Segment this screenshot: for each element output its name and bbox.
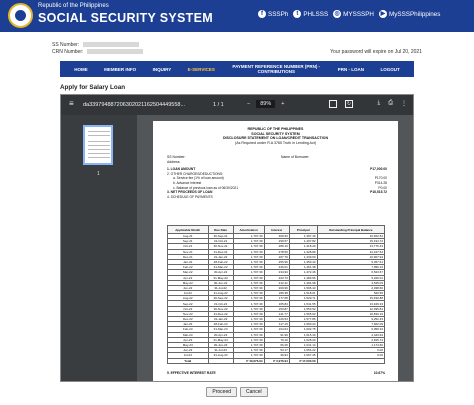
account-info <box>0 38 474 60</box>
table-cell: Aug-21 <box>168 234 209 239</box>
page-thumbnail[interactable] <box>83 125 113 165</box>
nav-logout[interactable]: LOGOUT <box>380 66 400 72</box>
total-cell: P 3,976.94 <box>264 358 289 363</box>
table-cell: 1,577.86 <box>289 317 317 322</box>
table-cell: May-22 <box>168 280 209 285</box>
document-header <box>153 127 398 145</box>
table-cell: 6,059.34 <box>317 327 384 332</box>
table-cell: 1,707.39 <box>233 306 264 311</box>
table-cell: 15,490.88 <box>317 296 384 301</box>
effective-rate-value: 10.67% <box>373 371 385 375</box>
table-cell: 6,523.67 <box>317 270 384 275</box>
table-cell: 256.96 <box>264 259 289 264</box>
table-cell: 200.96 <box>264 285 289 290</box>
loan-line-value: P170.00 <box>374 176 387 181</box>
table-cell: 0.00 <box>317 353 384 358</box>
thumb-line <box>88 135 110 136</box>
table-cell: 1,565.62 <box>289 311 317 316</box>
thumb-line <box>88 157 110 158</box>
loan-line-label: 3. NET PROCEEDS OF LOAN <box>167 190 213 195</box>
nav-inquiry[interactable]: INQUIRY <box>152 66 172 72</box>
loan-summary <box>167 167 387 200</box>
page-total: 1 <box>220 102 224 108</box>
table-cell: 13,949.33 <box>317 301 384 306</box>
table-cell: 2,815.74 <box>317 337 384 342</box>
table-cell: 1,707.39 <box>233 244 264 249</box>
table-cell: 53.17 <box>264 348 289 353</box>
table-cell: 10,907.94 <box>317 254 384 259</box>
table-cell: 7,662.09 <box>317 322 384 327</box>
col-header: Interest <box>264 226 289 234</box>
table-cell: 165.84 <box>264 301 289 306</box>
table-cell: 1,707.39 <box>233 348 264 353</box>
doc-address: Address: <box>167 160 181 164</box>
thumb-line <box>88 141 110 142</box>
total-cell <box>208 358 233 363</box>
table-cell: 28-Feb-23 <box>208 322 233 327</box>
table-cell: 1,174.60 <box>317 342 384 347</box>
zoom-out-icon[interactable]: − <box>247 101 251 107</box>
thumb-line <box>88 131 110 132</box>
table-cell: 31-Mar-23 <box>208 327 233 332</box>
table-cell: 1,707.39 <box>233 291 264 296</box>
loan-line-label: 1. LOAN AMOUNT <box>167 167 196 171</box>
table-cell: May-23 <box>168 342 209 347</box>
loan-line-label: b. Advance Interest <box>173 181 202 186</box>
amortization-table <box>167 225 385 364</box>
effective-interest-rate <box>167 371 385 375</box>
loan-line-label: 4. SCHEDULE OF PAYMENTS <box>167 195 213 200</box>
table-cell: 12,347.54 <box>317 249 384 254</box>
loan-line-value: P0.00 <box>378 185 387 190</box>
loan-line-label: c. Balance of previous loan as of 06/30/2021 <box>173 185 239 190</box>
thumb-line <box>88 149 110 150</box>
doc-ss-number: SS Number: <box>167 155 186 159</box>
table-cell: 31-Jan-22 <box>208 254 233 259</box>
main-nav <box>60 61 414 77</box>
table-cell: 1,707.39 <box>233 265 264 270</box>
social-label: PHLSSS <box>303 10 329 18</box>
table-cell: 1,615.40 <box>289 332 317 337</box>
table-cell: 1,628.20 <box>289 337 317 342</box>
table-cell: Sep-22 <box>168 301 209 306</box>
table-cell: 31-Aug-23 <box>208 353 233 358</box>
zoom-level[interactable]: 89% <box>256 100 275 108</box>
thumb-line <box>88 153 110 154</box>
table-cell: 289.10 <box>264 244 289 249</box>
loan-line <box>167 195 387 200</box>
table-cell: 7,996.13 <box>317 265 384 270</box>
table-cell: 1,450.43 <box>289 259 317 264</box>
table-cell: 520.59 <box>317 291 384 296</box>
table-cell: Oct-22 <box>168 306 209 311</box>
rotate-icon[interactable]: ↻ <box>346 101 352 107</box>
table-header-row <box>168 226 385 234</box>
table-cell: 1,707.39 <box>233 280 264 285</box>
social-link-youtube[interactable] <box>379 10 440 18</box>
table-cell: 30-Sep-21 <box>208 234 233 239</box>
page-current[interactable]: 1 <box>213 102 217 108</box>
zoom-in-icon[interactable]: + <box>281 101 285 107</box>
table-cell: Dec-22 <box>168 317 209 322</box>
loan-line-label: 2. OTHER CHARGES/DEDUCTIONS: <box>167 171 224 176</box>
table-cell: 30-Nov-21 <box>208 244 233 249</box>
table-cell: Mar-23 <box>168 332 209 337</box>
doc-header-line: REPUBLIC OF THE PHILIPPINES <box>247 127 304 131</box>
table-cell: Oct-21 <box>168 244 209 249</box>
table-cell: 1,707.39 <box>233 332 264 337</box>
table-cell: 104.64 <box>264 327 289 332</box>
table-cell: 9,252.33 <box>317 317 384 322</box>
table-cell: 1,707.39 <box>233 234 264 239</box>
table-cell: 10,830.19 <box>317 311 384 316</box>
sss-logo-inner <box>15 10 26 21</box>
table-cell: 1,397.46 <box>289 234 317 239</box>
table-cell: 12,395.81 <box>317 306 384 311</box>
crn-number-redacted <box>87 49 143 54</box>
table-cell: 31-Jan-23 <box>208 317 233 322</box>
col-header: Principal <box>289 226 317 234</box>
table-cell: 1,439.60 <box>289 254 317 259</box>
table-cell: 189.38 <box>264 291 289 296</box>
table-cell: 3,545.03 <box>317 280 384 285</box>
table-cell: 1,483.66 <box>289 275 317 280</box>
table-cell: 246.01 <box>264 265 289 270</box>
table-cell: 31-Oct-22 <box>208 301 233 306</box>
table-cell: 1,461.38 <box>289 265 317 270</box>
table-cell: 1,707.39 <box>233 296 264 301</box>
ss-number-label: SS Number: <box>52 42 80 48</box>
sss-logo <box>8 3 33 28</box>
table-cell: 1,707.39 <box>233 259 264 264</box>
table-cell: Jan-23 <box>168 322 209 327</box>
table-cell: Jun-22 <box>168 285 209 290</box>
page-title: Apply for Salary Loan <box>60 84 126 91</box>
table-cell: 1,472.46 <box>289 270 317 275</box>
pdf-viewer[interactable] <box>60 94 414 382</box>
table-cell: 31-Dec-22 <box>208 311 233 316</box>
doc-header-line: DISCLOSURE STATEMENT ON LOAN/CREDIT TRANSACTION <box>222 136 329 141</box>
table-cell: Feb-22 <box>168 265 209 270</box>
table-cell: Jan-22 <box>168 259 209 264</box>
ss-number-row <box>52 42 139 48</box>
table-cell: 1,506.43 <box>289 285 317 290</box>
table-cell: 31-May-23 <box>208 337 233 342</box>
print-icon[interactable]: ⎙ <box>388 100 393 106</box>
thumbnail-sidebar <box>61 115 137 381</box>
total-cell: P 17,000.00 <box>289 358 317 363</box>
table-cell: 30-Apr-22 <box>208 270 233 275</box>
table-cell: Jul-22 <box>168 291 209 296</box>
table-cell: 1,707.39 <box>233 249 264 254</box>
loan-line-label: a. Service fee (1% of loan amount) <box>173 176 224 181</box>
total-cell: P 40,976.94 <box>233 358 264 363</box>
table-cell: 1,707.39 <box>233 270 264 275</box>
table-cell: 1,494.98 <box>289 280 317 285</box>
table-cell: 4,443.94 <box>317 332 384 337</box>
table-cell: Feb-23 <box>168 327 209 332</box>
table-cell: 1,529.71 <box>289 296 317 301</box>
col-header: Applicable Month <box>168 226 209 234</box>
doc-header-line: (As Required under R.A 3765 Truth in Lending Act) <box>235 140 316 145</box>
instagram-icon: ◎ <box>334 11 340 17</box>
table-cell: Nov-22 <box>168 311 209 316</box>
nav-e-services[interactable]: E-SERVICES <box>187 66 215 72</box>
table-cell: 1,707.39 <box>233 322 264 327</box>
ss-number-redacted <box>83 42 139 47</box>
table-cell: 267.79 <box>264 254 289 259</box>
fit-page-icon[interactable] <box>329 100 337 108</box>
thumbnail-page-number: 1 <box>97 171 100 177</box>
table-cell: 2,038.60 <box>317 285 384 290</box>
table-cell: 1,707.39 <box>233 285 264 290</box>
table-cell: 1,707.39 <box>233 317 264 322</box>
table-cell: 177.68 <box>264 296 289 301</box>
table-cell: 30-Nov-22 <box>208 306 233 311</box>
table-cell: 1,707.39 <box>233 239 264 244</box>
loan-line-value: P314.28 <box>374 181 387 186</box>
table-cell: Apr-22 <box>168 275 209 280</box>
table-cell: 31-Dec-21 <box>208 249 233 254</box>
table-cell: 31-Oct-21 <box>208 239 233 244</box>
social-label: MYSSSPH <box>343 10 374 18</box>
pdf-page <box>153 121 398 382</box>
loan-line-value: P16,515.72 <box>370 190 387 195</box>
nav-prn-loan[interactable]: PRN - LOAN <box>337 66 365 72</box>
table-cell: 1,707.39 <box>233 254 264 259</box>
col-header: Due Date <box>208 226 233 234</box>
table-cell: Jul-23 <box>168 353 209 358</box>
loan-line-value: P17,000.00 <box>370 167 387 171</box>
doc-header-line: SOCIAL SECURITY SYSTEM <box>251 131 300 136</box>
pdf-filename: da339794887206302021162504449558... <box>83 102 186 108</box>
table-cell: Aug-22 <box>168 296 209 301</box>
table-cell: Dec-21 <box>168 254 209 259</box>
table-cell: 1,707.39 <box>233 353 264 358</box>
table-cell: 223.73 <box>264 275 289 280</box>
table-cell: 1,641.14 <box>289 342 317 347</box>
total-cell <box>317 358 384 363</box>
table-cell: 1,707.39 <box>233 301 264 306</box>
table-cell: 1,667.45 <box>289 353 317 358</box>
table-cell: 1,518.01 <box>289 291 317 296</box>
form-actions <box>0 387 474 397</box>
view-controls <box>329 100 353 108</box>
table-cell: 31-May-22 <box>208 275 233 280</box>
table-cell: 212.41 <box>264 280 289 285</box>
table-cell: 9,457.51 <box>317 259 384 264</box>
table-cell: 234.93 <box>264 270 289 275</box>
table-cell: 31-Jul-22 <box>208 285 233 290</box>
table-cell: 39.94 <box>264 353 289 358</box>
nav-prn-contributions[interactable]: PAYMENT REFERENCE NUMBER (PRN) - CONTRIBUTIONS <box>232 64 321 74</box>
table-cell: Mar-22 <box>168 270 209 275</box>
file-actions <box>378 100 407 107</box>
pdf-toolbar <box>61 95 413 115</box>
social-label: MySSSPhilippines <box>388 10 441 18</box>
download-icon[interactable]: ⤓ <box>377 100 381 106</box>
more-options-icon[interactable]: ⋮ <box>401 101 407 107</box>
table-cell: 31-Aug-22 <box>208 291 233 296</box>
social-link-instagram[interactable] <box>333 10 374 18</box>
table-cell: 1,707.39 <box>233 275 264 280</box>
table-cell: Apr-23 <box>168 337 209 342</box>
crn-number-row <box>52 49 143 55</box>
col-header: Amortization <box>233 226 264 234</box>
youtube-icon: ▶ <box>380 11 386 17</box>
table-cell: 30-Apr-23 <box>208 332 233 337</box>
table-cell: 1,654.22 <box>289 348 317 353</box>
thumb-line <box>88 145 110 146</box>
facebook-icon: f <box>258 10 266 18</box>
table-cell: 141.77 <box>264 311 289 316</box>
table-cell: 30-Jun-23 <box>208 342 233 347</box>
table-cell: 28-Feb-22 <box>208 259 233 264</box>
proceed-button[interactable]: Proceed <box>206 387 237 397</box>
col-header: Outstanding Principal Balance <box>317 226 384 234</box>
doc-borrower-name: Name of Borrower: <box>281 155 310 159</box>
site-header <box>0 0 474 32</box>
table-cell: 30-Jun-22 <box>208 280 233 285</box>
table-cell: Sep-21 <box>168 239 209 244</box>
republic-label: Republic of the Philippines <box>38 3 109 9</box>
table-cell: 1,707.39 <box>233 327 264 332</box>
table-cell: 1,590.24 <box>289 322 317 327</box>
table-cell: 117.15 <box>264 322 289 327</box>
table-cell: 1,553.52 <box>289 306 317 311</box>
nav-member-info[interactable]: MEMBER INFO <box>104 66 137 72</box>
amortization-body <box>168 234 385 364</box>
table-cell: 1,541.55 <box>289 301 317 306</box>
table-cell: 66.25 <box>264 342 289 347</box>
cancel-button[interactable]: Cancel <box>240 387 268 397</box>
table-cell: 91.99 <box>264 332 289 337</box>
table-cell: 1,707.39 <box>233 342 264 347</box>
site-title: SOCIAL SECURITY SYSTEM <box>38 11 213 25</box>
social-link-facebook[interactable] <box>258 10 288 18</box>
total-cell: Total <box>168 358 209 363</box>
table-cell: 1,418.29 <box>289 244 317 249</box>
table-cell: 299.57 <box>264 239 289 244</box>
table-cell: 309.93 <box>264 234 289 239</box>
table-cell: 5,040.01 <box>317 275 384 280</box>
password-expiry-notice: Your password will expire on Jul 20, 2021 <box>330 49 422 55</box>
table-cell: 1,407.82 <box>289 239 317 244</box>
table-cell: 153.87 <box>264 306 289 311</box>
table-cell: 1,707.39 <box>233 311 264 316</box>
table-total-row <box>168 358 385 363</box>
table-cell: 31-Mar-22 <box>208 265 233 270</box>
table-cell: 1,707.39 <box>233 337 264 342</box>
table-cell: 30-Sep-22 <box>208 296 233 301</box>
table-cell: 129.53 <box>264 317 289 322</box>
page-indicator: 1 / 1 <box>213 102 224 108</box>
table-cell: 1,428.89 <box>289 249 317 254</box>
social-label: SSSPh <box>268 10 289 18</box>
twitter-icon: t <box>293 10 301 18</box>
crn-number-label: CRN Number: <box>52 49 84 55</box>
social-links <box>258 10 440 18</box>
zoom-controls <box>247 100 284 108</box>
table-cell: 31-Jul-23 <box>208 348 233 353</box>
table-cell: 15,194.72 <box>317 239 384 244</box>
table-cell: 79.19 <box>264 337 289 342</box>
table-cell: 1,602.75 <box>289 327 317 332</box>
table-cell: 0.00 <box>317 348 384 353</box>
menu-icon[interactable]: ≡ <box>69 99 74 108</box>
table-cell: Jun-23 <box>168 348 209 353</box>
nav-home[interactable]: HOME <box>74 66 88 72</box>
effective-rate-label: 5. EFFECTIVE INTEREST RATE <box>167 371 216 375</box>
social-link-twitter[interactable] <box>293 10 328 18</box>
table-cell: 16,602.54 <box>317 234 384 239</box>
table-cell: 13,776.43 <box>317 244 384 249</box>
table-cell: 278.50 <box>264 249 289 254</box>
table-cell: Nov-21 <box>168 249 209 254</box>
